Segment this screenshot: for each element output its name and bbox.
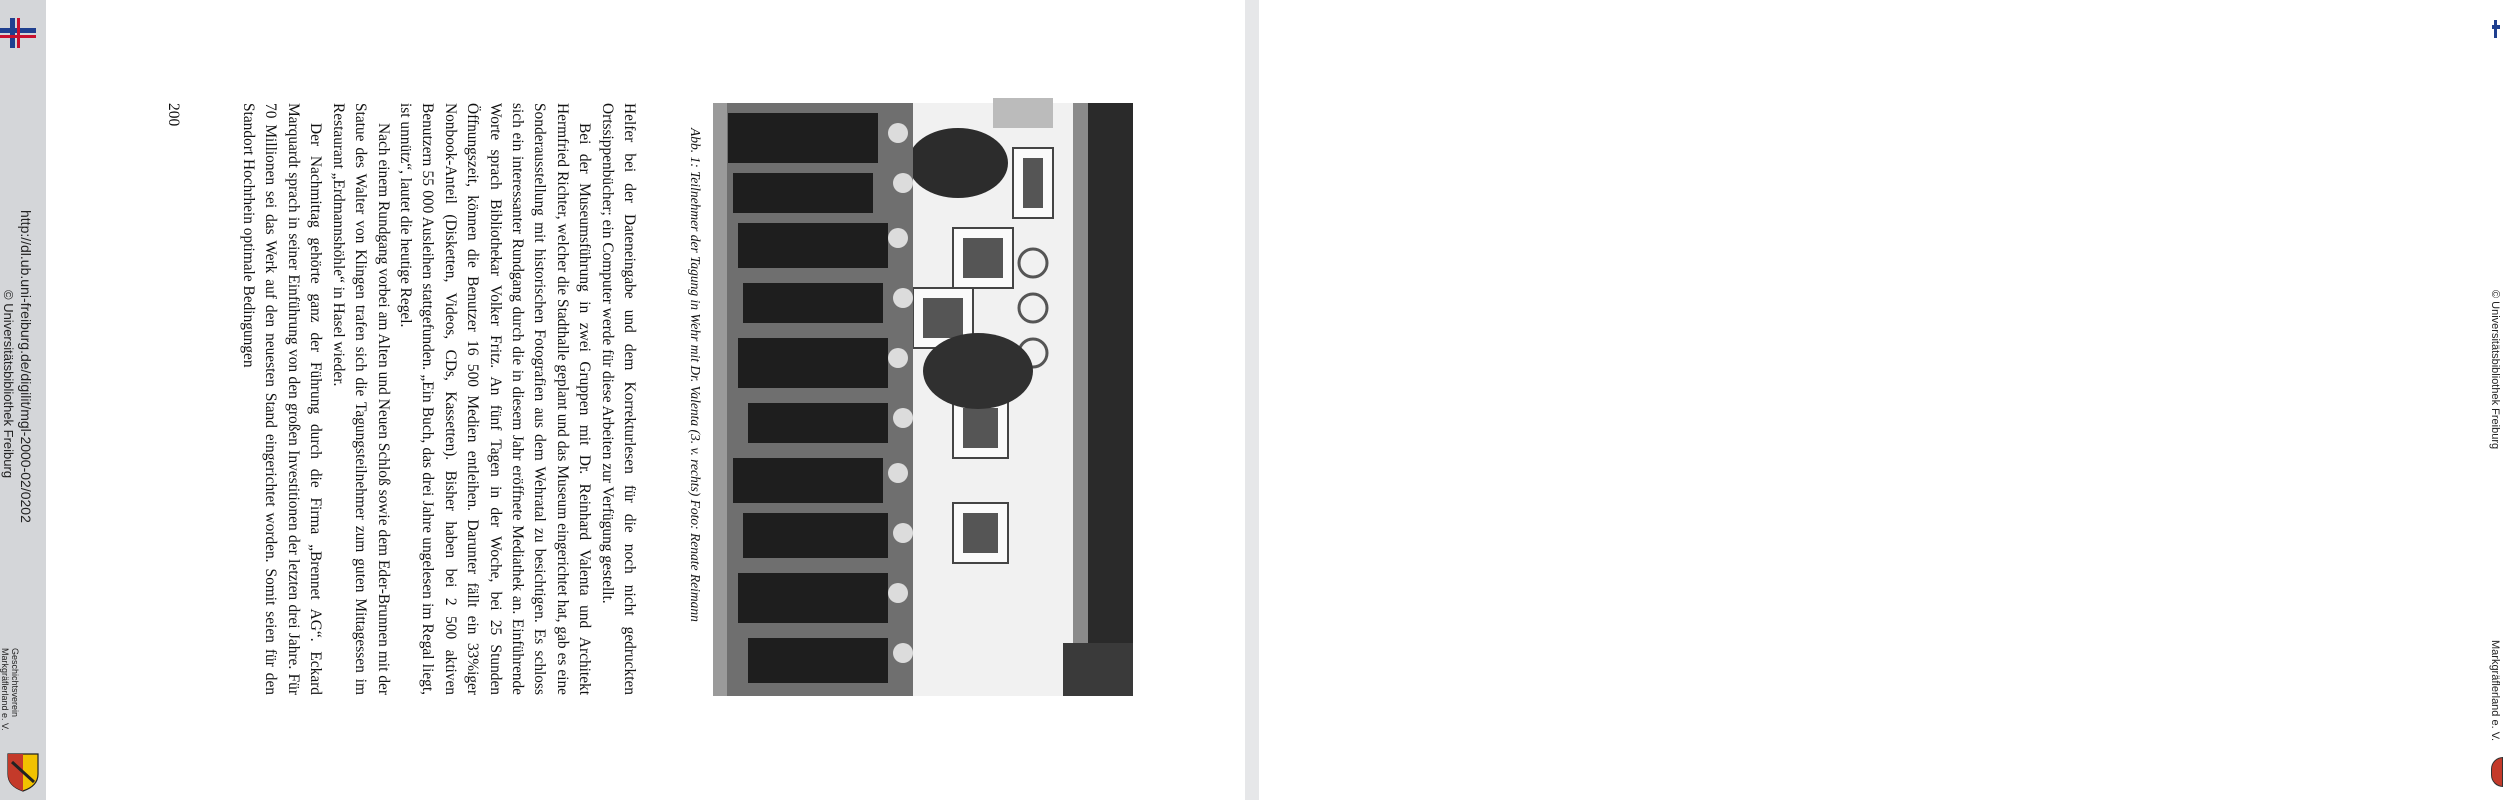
right-org-text: Markgräflerland e. V.	[2489, 640, 2501, 742]
org-name-line2: Markgräflerland e. V.	[0, 648, 10, 731]
viewer-right-strip	[1245, 0, 2501, 800]
crest-icon	[6, 752, 40, 792]
paragraph-4: Der Nachmittag gehörte ganz der Führung durch die Firma „Brennet AG“. Eckard Marquardt sprach in seiner Einführung von den großen Investitionen der letzten drei Jahre. Für 70 Millionen sei das Werk auf den neuesten Stand eingerichtet worden. Somit seien für den Standort Hochrhein optimale Bedingungen	[240, 103, 325, 695]
photo-caption: Abb. 1: Teilnehmer der Tagung in Wehr mit Dr. Valenta (3. v. rechts) Foto: Renate Reimann	[688, 128, 703, 622]
ub-logo-icon-right	[2492, 20, 2500, 38]
paragraph-2: Bei der Museumsführung in zwei Gruppen mit Dr. Reinhard Valenta und Architekt Hermfried Richter, welcher die Stadthalle geplant und das Museum eingerichtet hat, gab es eine Sonderausstellung mit historischen Fotografien aus dem Wehratal zu besichtigen. Es schloss sich ein interessanter Rundgang durch die in diesem Jahr eröffnete Mediathek an. Einführende Worte sprach Bibliothekar Volker Fritz. An fünf Tagen in der Woche, bei 25 Stunden Öffnungszeit, können die Benutzer 16 500 Medien entleihen. Darunter fällt ein 33%iger Nonbook-Anteil (Disketten, Videos, CDs, Kassetten). Bisher haben bei 2 500 aktiven Benutzern 55 000 Ausleihen stattgefunden. „Ein Buch, das drei Jahre ungelesen im Regal liegt, ist unnütz“, lautet die heutige Regel.	[396, 103, 594, 695]
page-number: 200	[165, 103, 182, 127]
group-photo	[713, 103, 1133, 696]
viewer-left-strip	[0, 0, 46, 800]
body-text	[237, 103, 640, 695]
document-url[interactable]: http://dl.ub.uni-freiburg.de/digilit/mgl-2000-02/0202	[18, 210, 34, 523]
org-name-line1: Geschichtsverein	[10, 648, 20, 718]
right-copyright-text: © Universitätsbibliothek Freiburg	[2489, 290, 2501, 450]
paragraph-3: Nach einem Rundgang vorbei am Alten und Neuen Schloß sowie dem Eder-Brunnen mit der Statue des Walter von Klingen trafen sich die Tagungsteilnehmer zum guten Mittagessen im Restaurant „Erdmannshöhle“ in Hasel wieder.	[329, 103, 392, 695]
paragraph-1: Helfer bei der Dateneingabe und dem Korrekturlesen für die noch nicht gedruckten Ortssippenbücher; ein Computer werde für diese Arbeiten zur Verfügung gestellt.	[598, 103, 638, 695]
crest-icon-right	[2491, 757, 2503, 787]
ub-logo-icon	[0, 18, 36, 48]
copyright-text: © Universitätsbibliothek Freiburg	[1, 290, 16, 479]
